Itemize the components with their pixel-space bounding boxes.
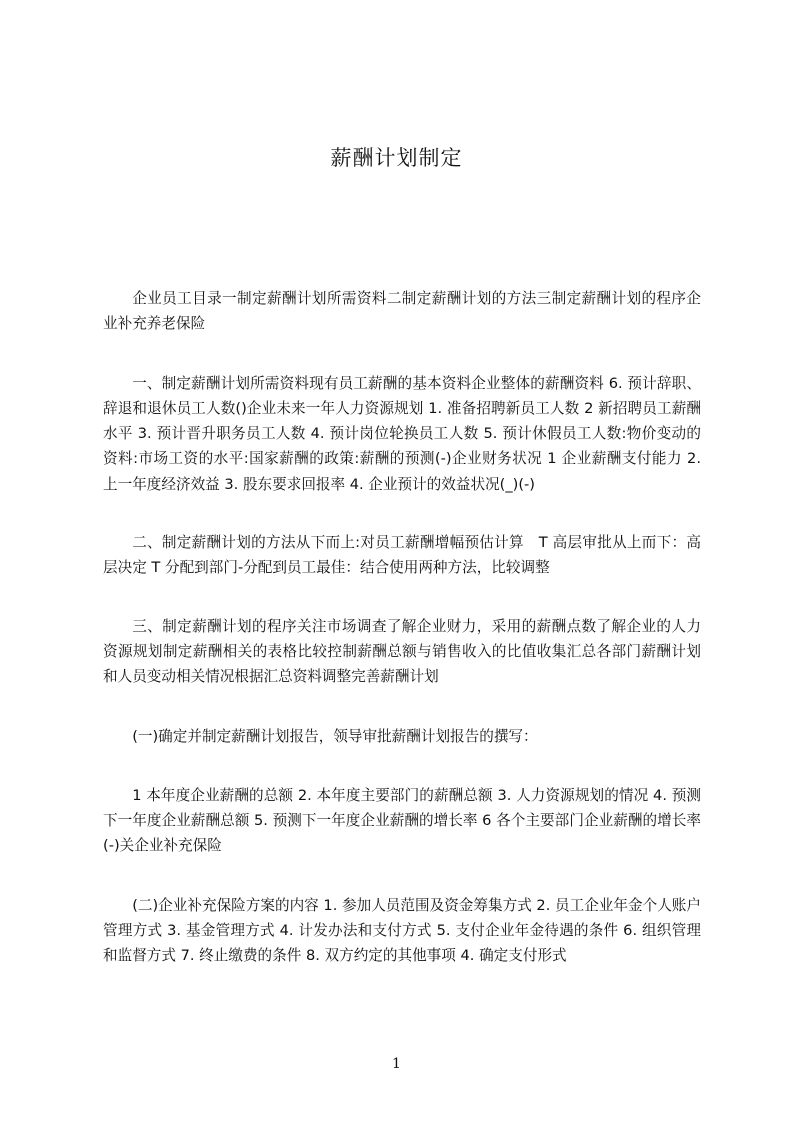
paragraph-section-1: 一、制定薪酬计划所需资料现有员工薪酬的基本资料企业整体的薪酬资料 6. 预计辞职、辞退和退休员工人数()企业未来一年人力资源规划 1. 准备招聘新员工人数 2 新招聘员工薪酬水平 3. 预计晋升职务员工人数 4. 预计岗位轮换员工人数 5. 预计休假员工人数:物价变动的资料:市场工资的水平:国家薪酬的政策:薪酬的预测(-)企业财务状况 1 企业薪酬支付能力 2. 上一年度经济效益 3. 股东要求回报率 4. 企业预计的效益状况(_)(-)	[103, 374, 701, 493]
paragraph-report-items: 1 本年度企业薪酬的总额 2. 本年度主要部门的薪酬总额 3. 人力资源规划的情况 4. 预测下一年度企业薪酬总额 5. 预测下一年度企业薪酬的增长率 6 各个主要部门企业薪酬的增长率(-)关企业补充保险	[103, 786, 701, 855]
paragraph-subsection-1: (一)确定并制定薪酬计划报告，领导审批薪酬计划报告的撰写：	[132, 727, 538, 745]
page-number: 1	[392, 1056, 401, 1072]
paragraph-section-2: 二、制定薪酬计划的方法从下而上:对员工薪酬增幅预估计算 T 高层审批从上而下：高层决定 T 分配到部门-分配到员工最佳：结合使用两种方法，比较调整	[103, 534, 701, 577]
paragraph-subsection-2: (二)企业补充保险方案的内容 1. 参加人员范围及资金筹集方式 2. 员工企业年金个人账户管理方式 3. 基金管理方式 4. 计发办法和支付方式 5. 支付企业年金待遇的条件 6. 组织管理和监督方式 7. 终止缴费的条件 8. 双方约定的其他事项 4. 确定支付形式	[103, 896, 701, 965]
document-title: 薪酬计划制定	[330, 146, 463, 170]
paragraph-section-3: 三、制定薪酬计划的程序关注市场调查了解企业财力，采用的薪酬点数了解企业的人力资源规划制定薪酬相关的表格比较控制薪酬总额与销售收入的比值收集汇总各部门薪酬计划和人员变动相关情况根据汇总资料调整完善薪酬计划	[103, 617, 701, 686]
paragraph-table-of-contents: 企业员工目录一制定薪酬计划所需资料二制定薪酬计划的方法三制定薪酬计划的程序企业补充养老保险	[103, 290, 701, 333]
document-body	[103, 286, 701, 1003]
